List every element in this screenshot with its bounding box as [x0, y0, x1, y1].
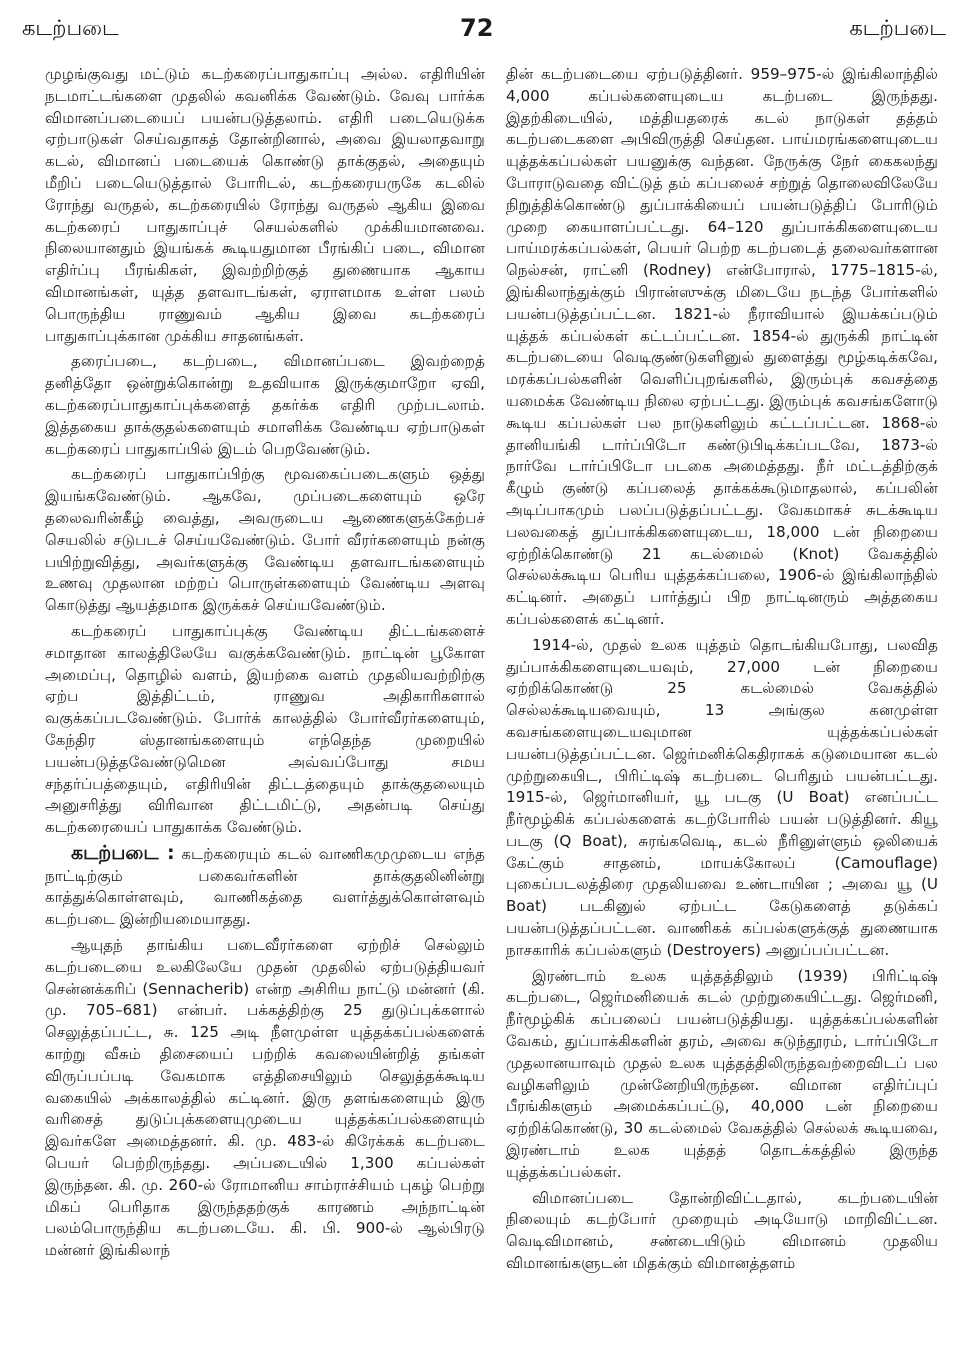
section-paragraph: [45, 843, 485, 931]
paragraph: இரண்டாம் உலக யுத்தத்திலும் (1939) பிரிட்டிஷ் கடற்படை, ஜெர்மனியைக் கடல் முற்றுகையிட்டது. ஜெர்மனி, நீர்மூழ்கிக் கப்பலைப் பயன்படுத்தியது. யுத்தக்கப்பல்களின் வேகம், துப்பாக்கிகளின் தரம், அவை சுடுந்தூரம், டார்ப்பிடோ முதலானயாவும் முதல் உலக யுத்தத்திலிருந்தவற்றைவிடப் பல வழிகளிலும் முன்னேறியிருந்தன. விமான எதிர்ப்புப் பீரங்கிகளும் அமைக்கப்பட்டு, 40,000 டன் நிறையை ஏற்றிக்கொண்டு, 30 கடல்மைல் வேகத்தில் செல்லக் கூடியவை, இரண்டாம் உலக யுத்தத் தொடக்கத்தில் இருந்த யுத்தக்கப்பல்கள்.: [506, 966, 938, 1181]
paragraph: ஆயுதந் தாங்கிய படைவீரர்களை ஏற்றிச் செல்லும் கடற்படையை உலகிலேயே முதன் முதலில் ஏற்படுத்தியவர் சென்னக்கரிப் (Sennacherib) என்ற அசிரிய நாட்டு மன்னர் (கி. மு. 705–681) என்பர். பக்கத்திற்கு 25 துடுப்புக்களால் செலுத்தப்பட்ட, சு. 125 அடி நீளமுள்ள யுத்தக்கப்பல்களைக் காற்று வீசும் திசையைப் பற்றிக் கவலையின்றித் தங்கள் விருப்பப்படி வேகமாக எத்திசையிலும் செலுத்தக்கூடிய வகையில் அக்காலத்தில் கட்டினர். இரு தளங்களையும் இரு வரிசைத் துடுப்புக்களையுமுடைய யுத்தக்கப்பல்களையும் இவர்களே அமைத்தனர். கி. மு. 483-ல் கிரேக்கக் கடற்படை பெயர் பெற்றிருந்தது. அப்படையில் 1,300 கப்பல்கள் இருந்தன. கி. மு. 260-ல் ரோமானிய சாம்ராச்சியம் புகழ் பெற்று மிகப் பெரிதாக இருந்ததற்குக் காரணம் அந்நாட்டின் பலம்பொருந்திய கடற்படையே. கி. பி. 900-ல் ஆல்பிரடு மன்னர் இங்கிலாந்: [45, 936, 485, 1260]
paragraph: கடற்கரைப் பாதுகாப்பிற்கு மூவகைப்படைகளும் ஒத்து இயங்கவேண்டும். ஆகவே, முப்படைகளையும் ஒரே தலைவரின்கீழ் வைத்து, அவருடைய ஆணைகளுக்கேற்பச் செயலில் சடுபடச் செய்யவேண்டும். போர் வீரர்களையும் நன்கு பயிற்றுவித்து, அவர்களுக்கு வேண்டிய தளவாடங்களையும் உணவு முதலான மற்றப் பொருள்களையும் வேண்டிய அளவு கொடுத்து ஆயத்தமாக இருக்கச் செய்யவேண்டும்.: [45, 465, 485, 615]
page-number: 72: [460, 14, 494, 42]
page-header: [0, 0, 966, 50]
running-title-left: கடற்படை: [22, 16, 119, 40]
paragraph: விமானப்படை தோன்றிவிட்டதால், கடற்படையின் நிலையும் கடற்போர் முறையும் அடியோடு மாறிவிட்டன. வெடிவிமானம், சண்டையிடும் விமானம் முதலிய விமானங்களுடன் மிதக்கும் விமானத்தளம்: [506, 1188, 938, 1273]
paragraph: தின் கடற்படையை ஏற்படுத்தினர். 959–975-ல் இங்கிலாந்தில் 4,000 கப்பல்களையுடைய கடற்படை இருந்தது. இதற்கிடையில், மத்தியதரைக் கடல் நாடுகள் தத்தம் கடற்படைகளை அபிவிருத்தி செய்தன. பாய்மரங்களையுடைய யுத்தக்கப்பல்கள் பயனுக்கு வந்தன. நேருக்கு நேர் கைகலந்து போராடுவதை விட்டுத் தம் கப்பலைச் சற்றுத் தொலைவிலேயே நிறுத்திக்கொண்டு துப்பாக்கியைப் பயன்படுத்திப் போரிடும் முறை கையாளப்பட்டது. 64–120 துப்பாக்கிகளையுடைய பாய்மரக்கப்பல்கள், பெயர் பெற்ற கடற்படைத் தலைவர்களான நெல்சன், ராட்னி (Rodney) என்போரால், 1775–1815-ல், இங்கிலாந்துக்கும் பிரான்ஸுக்கு மிடையே நடந்த போர்களில் பயன்படுத்தப்பட்டன. 1821-ல் நீராவியால் இயக்கப்படும் யுத்தக் கப்பல்கள் கட்டப்பட்டன. 1854-ல் துருக்கி நாட்டின் கடற்படையை வெடிகுண்டுகளினுல் துளைத்து மூழ்கடிக்கவே, மரக்கப்பல்களின் வெளிப்புறங்களில், இரும்புக் கவசத்தை யமைக்க வேண்டிய நிலை ஏற்பட்டது. இரும்புக் கவசங்களோடு கூடிய கப்பல்கள் பல நாடுகளிலும் கட்டப்பட்டன. 1868-ல் தானியங்கி டார்ப்பிடோ கண்டுபிடிக்கப்படவே, 1873-ல் நார்வே டார்ப்பிடோ படகை அமைத்தது. நீர் மட்டத்திற்குக் கீழும் குண்டு கப்பலைத் தாக்கக்கூடுமாதலால், கப்பலின் அடிப்பாகமும் பலப்படுத்தப்பட்டது. வேகமாகச் சுடக்கூடிய பலவகைத் துப்பாக்கிகளையுடைய, 18,000 டன் நிறையை ஏற்றிக்கொண்டு 21 கடல்மைல் (Knot) வேகத்தில் செல்லக்கூடிய பெரிய யுத்தக்கப்பலை, 1906-ல் இங்கிலாந்தில் கட்டினர். அதைப் பார்த்துப் பிற நாட்டினரும் அத்தகைய கப்பல்களைக் கட்டினர்.: [506, 65, 938, 628]
paragraph-text: கடற்கரையும் கடல் வாணிகமுமுடைய எந்த நாட்டிற்கும் பகைவர்களின் தாக்குதலினின்று காத்துக்கொள்ளவும், வாணிகத்தை வளர்த்துக்கொள்ளவும் கடற்படை இன்றியமையாதது.: [45, 844, 485, 929]
section-heading: கடற்படை :: [71, 841, 175, 864]
paragraph: தரைப்படை, கடற்படை, விமானப்படை இவற்றைத் தனித்தோ ஒன்றுக்கொன்று உதவியாக இருக்குமாறோ ஏவி, கடற்கரைப்பாதுகாப்புக்களைத் தகர்க்க எதிரி முற்படலாம். இத்தகைய தாக்குதல்களையும் சமாளிக்க வேண்டிய ஏற்பாடுகள் கடற்கரைப் பாதுகாப்பில் இடம் பெறவேண்டும்.: [45, 352, 485, 458]
running-title-right: கடற்படை: [849, 16, 946, 40]
paragraph: முழங்குவது மட்டும் கடற்கரைப்பாதுகாப்பு அல்ல. எதிரியின் நடமாட்டங்களை முதலில் கவனிக்க வேண்டும். வேவு பார்க்க விமானப்படையைப் பயன்படுத்தலாம். எதிரி படையெடுக்க ஏற்பாடுகள் செய்வதாகத் தோன்றினால், அவை இயலாதவாறு கடல், விமானப் படையைக் கொண்டு தாக்குதல், அதையும் மீறிப் படையெடுத்தால் போரிடல், கடற்கரையருகே கடலில் ரோந்து வருதல், கடற்கரையில் ரோந்து வருதல் ஆகிய இவை கடற்கரைப் பாதுகாப்புச் செயல்களில் முக்கியமானவை. நிலையானதும் இயங்கக் கூடியதுமான பீரங்கிப் படை, விமான எதிர்ப்பு பீரங்கிகள், இவற்றிற்குத் துணையாக ஆகாய விமானங்கள், யுத்த தளவாடங்கள், ஏராளமாக உள்ள பலம் பொருந்திய ராணுவம் ஆகிய இவை கடற்கரைப் பாதுகாப்புக்கான முக்கிய சாதனங்கள்.: [45, 65, 485, 345]
left-column: [45, 64, 485, 1266]
right-column: [506, 64, 938, 1279]
paragraph: கடற்கரைப் பாதுகாப்புக்கு வேண்டிய திட்டங்களைச் சமாதான காலத்திலேயே வகுக்கவேண்டும். நாட்டின் பூகோள அமைப்பு, தொழில் வளம், இயற்கை வளம் முதலியவற்றிற்கு ஏற்ப இத்திட்டம், ராணுவ அதிகாரிகளால் வகுக்கப்படவேண்டும். போர்க் காலத்தில் போர்வீரர்களையும், கேந்திர ஸ்தானங்களையும் எந்தெந்த முறையில் பயன்படுத்தவேண்டுமென அவ்வப்போது சமய சந்தர்ப்பத்தையும், எதிரியின் திட்டத்தையும் தாக்குதலையும் அனுசரித்து விரிவான திட்டமிட்டு, அதன்படி செய்து கடற்கரையைப் பாதுகாக்க வேண்டும்.: [45, 621, 485, 837]
paragraph: 1914-ல், முதல் உலக யுத்தம் தொடங்கியபோது, பலவித துப்பாக்கிகளையுடையவும், 27,000 டன் நிறையை ஏற்றிக்கொண்டு 25 கடல்மைல் வேகத்தில் செல்லக்கூடியவையும், 13 அங்குல கனமுள்ள கவசங்களையுடையவுமான யுத்தக்கப்பல்கள் பயன்படுத்தப்பட்டன. ஜெர்மனிக்கெதிராகக் கடுமையான கடல் முற்றுகையிட, பிரிட்டிஷ் கடற்படை பெரிதும் பயன்பட்டது. 1915-ல், ஜெர்மானியர், யூ படகு (U Boat) எனப்பட்ட நீர்மூழ்கிக் கப்பல்களைக் கடற்போரில் பயன் படுத்தினர். கியூ படகு (Q Boat), சுரங்கவெடி, கடல் நீரினுள்ளும் ஒலியைக் கேட்கும் சாதனம், மாயக்கோலப் (Camouflage) புகைப்படலத்திரை முதலியவை உண்டாயின ; அவை யூ (U Boat) படகினுல் ஏற்பட்ட கேடுகளைத் தடுக்கப் பயன்படுத்தப்பட்டன. வாணிகக் கப்பல்களுக்குத் துணையாக நாசகாரிக் கப்பல்களும் (Destroyers) அனுப்பப்பட்டன.: [506, 635, 938, 959]
